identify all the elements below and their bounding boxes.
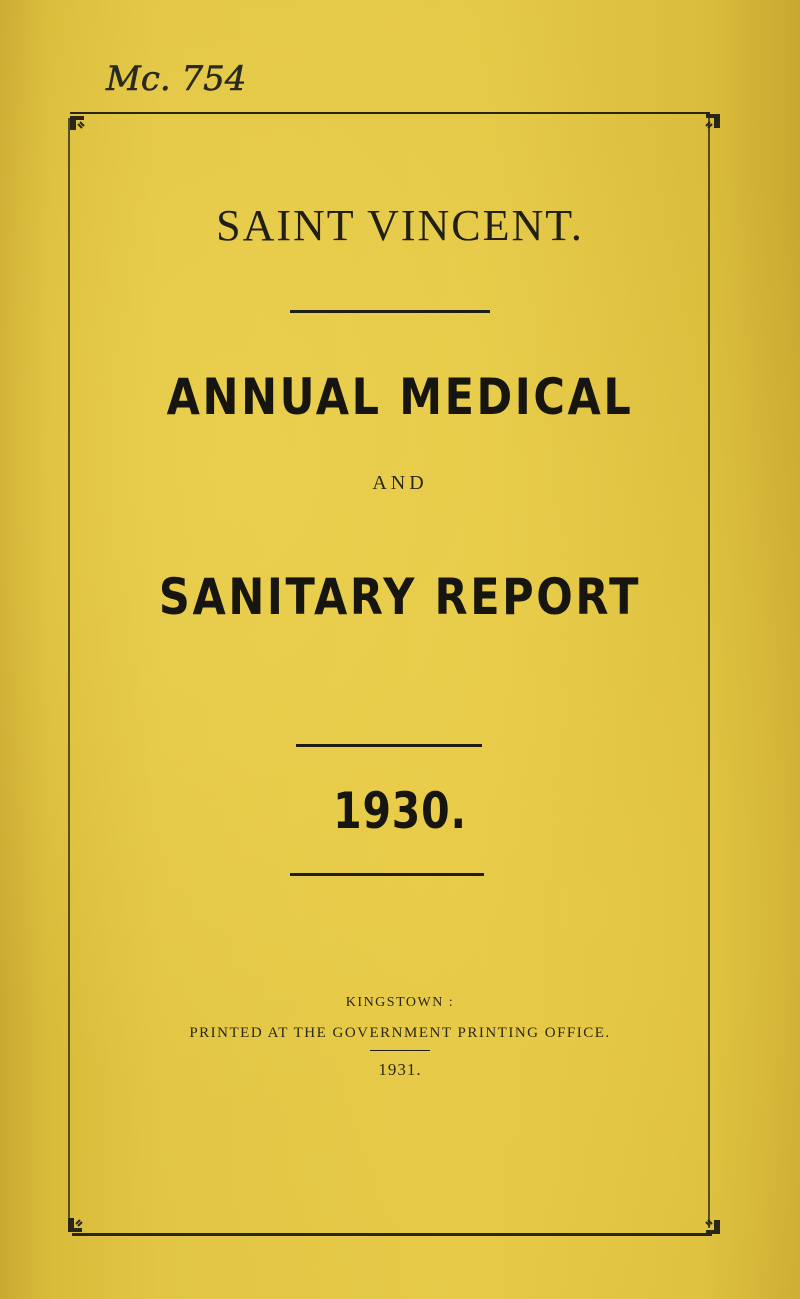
corner-ornament-top-right [684, 108, 724, 148]
title-line-1: ANNUAL MEDICAL [166, 368, 634, 426]
border-top [70, 112, 710, 114]
divider-4 [370, 1050, 430, 1051]
handwritten-reference-text: Mc. 754 [106, 59, 247, 99]
report-year: 1930. [333, 782, 467, 840]
corner-ornament-bottom-right [684, 1198, 724, 1238]
imprint-year: 1931. [378, 1060, 422, 1079]
colony-name: SAINT VINCENT. [216, 201, 584, 250]
title-line-2: SANITARY REPORT [158, 568, 642, 626]
handwritten-reference [100, 48, 260, 108]
divider-2 [296, 744, 482, 747]
border-bottom [72, 1233, 712, 1236]
divider-1 [290, 310, 490, 313]
title-conjunction: AND [372, 472, 428, 494]
divider-3 [290, 873, 484, 876]
corner-ornament-bottom-left [64, 1196, 104, 1236]
corner-ornament-top-left [66, 112, 106, 152]
imprint-place: KINGSTOWN : [345, 995, 455, 1010]
imprint-printer: PRINTED AT THE GOVERNMENT PRINTING OFFICE. [189, 1025, 611, 1041]
